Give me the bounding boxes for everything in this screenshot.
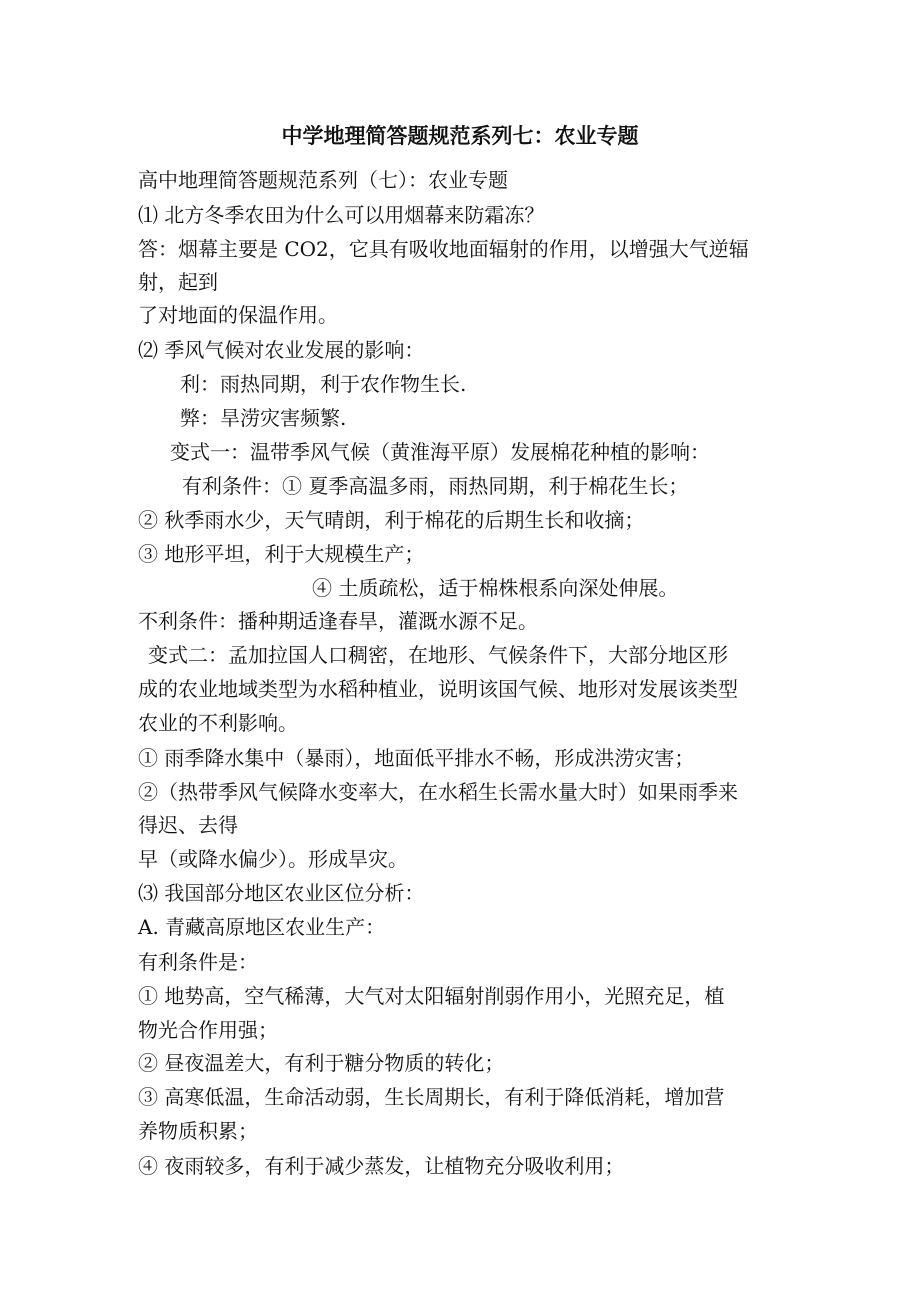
- text-line: 了对地面的保温作用。: [138, 303, 338, 327]
- text-line: 早（或降水偏少）。形成旱灾。: [138, 847, 408, 871]
- text-line: ① 雨季降水集中（暴雨），地面低平排水不畅，形成洪涝灾害；: [138, 746, 695, 770]
- text-line: 有利条件：① 夏季高温多雨，雨热同期，利于棉花生长；: [182, 474, 689, 498]
- text-line: 不利条件：播种期适逢春旱，灌溉水源不足。: [138, 609, 538, 633]
- text-line: 利：雨热同期，利于农作物生长.: [180, 372, 467, 396]
- text-line: ②（热带季风气候降水变率大，在水稻生长需水量大时）如果雨季来: [138, 780, 738, 804]
- text-line: ⑵ 季风气候对农业发展的影响：: [138, 338, 425, 362]
- text-line: 养物质积累；: [138, 1119, 258, 1143]
- text-line: 有利条件是：: [138, 950, 258, 974]
- text-line: ① 地势高，空气稀薄，大气对太阳辐射削弱作用小，光照充足，植: [138, 984, 725, 1008]
- text-line: A. 青藏高原地区农业生产：: [138, 915, 386, 939]
- text-line: ③ 地形平坦，利于大规模生产；: [138, 542, 425, 566]
- text-line: ④ 夜雨较多，有利于减少蒸发，让植物充分吸收利用；: [138, 1154, 625, 1178]
- text-line: 高中地理简答题规范系列（七）：农业专题: [138, 168, 508, 192]
- text-line: 射，起到: [138, 270, 218, 294]
- text-line: ⑶ 我国部分地区农业区位分析：: [138, 881, 425, 905]
- text-line: 得迟、去得: [138, 813, 238, 837]
- text-line: ④ 土质疏松，适于棉株根系向深处伸展。: [312, 576, 679, 600]
- text-line: ⑴ 北方冬季农田为什么可以用烟幕来防霜冻？: [138, 203, 545, 227]
- text-line: 变式一：温带季风气候（黄淮海平原）发展棉花种植的影响：: [170, 440, 710, 464]
- text-line: 弊：旱涝灾害频繁.: [180, 406, 347, 430]
- text-line: 答：烟幕主要是 CO2，它具有吸收地面辐射的作用，以增强大气逆辐: [138, 237, 749, 261]
- document-title: 中学地理简答题规范系列七：农业专题: [281, 124, 639, 148]
- text-line: 成的农业地域类型为水稻种植业，说明该国气候、地形对发展该类型: [138, 677, 738, 701]
- text-line: 物光合作用强；: [138, 1018, 278, 1042]
- text-line: ③ 高寒低温，生命活动弱，生长周期长，有利于降低消耗，增加营: [138, 1085, 725, 1109]
- text-line: 变式二：孟加拉国人口稠密，在地形、气候条件下，大部分地区形: [148, 643, 728, 667]
- text-line: ② 昼夜温差大，有利于糖分物质的转化；: [138, 1051, 505, 1075]
- text-line: ② 秋季雨水少，天气晴朗，利于棉花的后期生长和收摘；: [138, 508, 645, 532]
- text-line: 农业的不利影响。: [138, 711, 298, 735]
